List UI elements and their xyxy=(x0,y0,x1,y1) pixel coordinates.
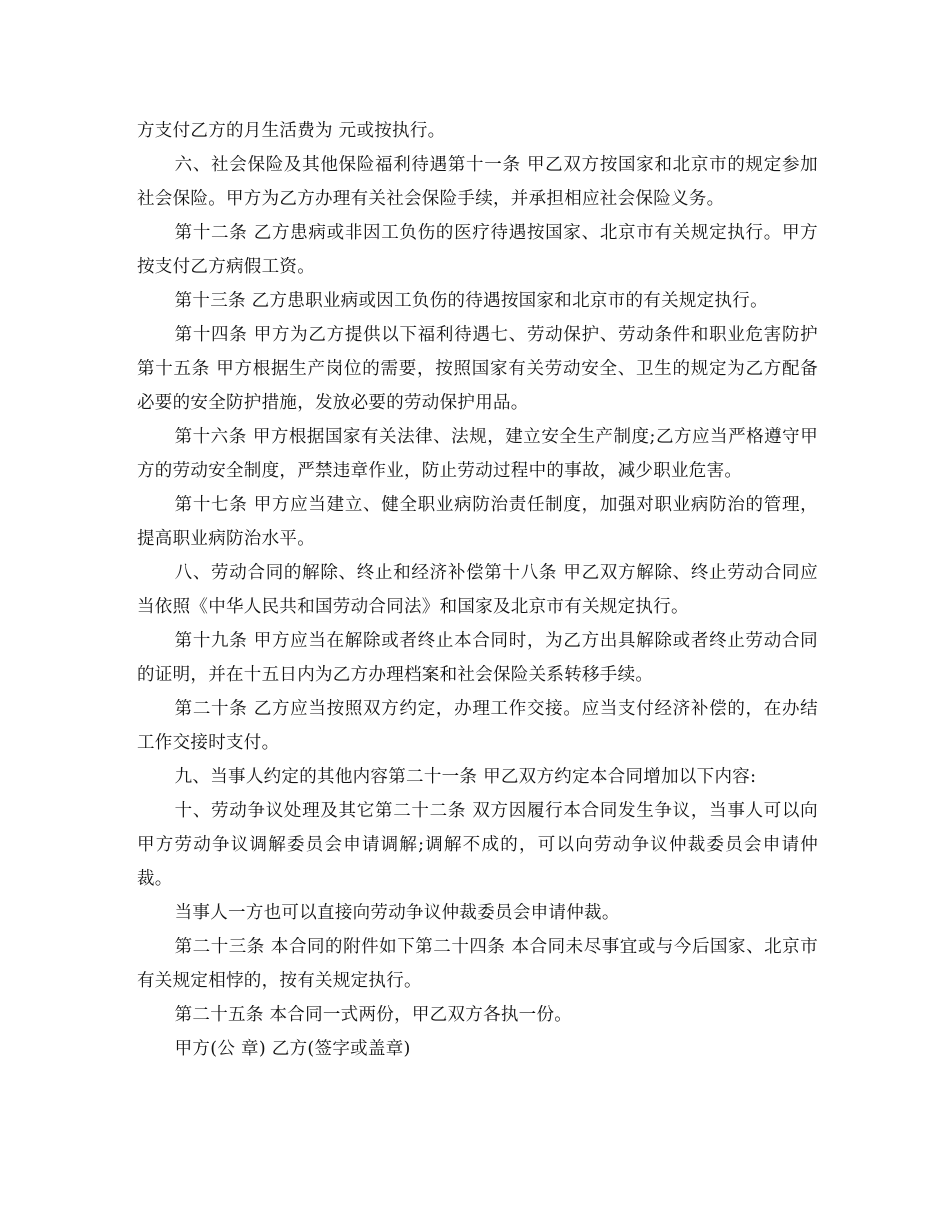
paragraph-10: 第二十条 乙方应当按照双方约定，办理工作交接。应当支付经济补偿的，在办结工作交接时支付。 xyxy=(137,699,818,753)
paragraph-15: 第二十五条 本合同一式两份，甲乙双方各执一份。 xyxy=(174,1005,573,1025)
paragraph-4: 第十三条 乙方患职业病或因工负伤的待遇按国家和北京市的有关规定执行。 xyxy=(174,291,768,311)
document-body xyxy=(137,114,818,1066)
paragraph-3: 第十二条 乙方患病或非因工负伤的医疗待遇按国家、北京市有关规定执行。甲方按支付乙方病假工资。 xyxy=(137,223,818,277)
paragraph-2: 六、社会保险及其他保险福利待遇第十一条 甲乙双方按国家和北京市的规定参加社会保险。甲方为乙方办理有关社会保险手续，并承担相应社会保险义务。 xyxy=(137,155,818,209)
signature-line: 甲方(公 章) 乙方(签字或盖章) xyxy=(174,1039,411,1059)
paragraph-11: 九、当事人约定的其他内容第二十一条 甲乙双方约定本合同增加以下内容: xyxy=(174,767,757,787)
paragraph-8: 八、劳动合同的解除、终止和经济补偿第十八条 甲乙双方解除、终止劳动合同应当依照《中华人民共和国劳动合同法》和国家及北京市有关规定执行。 xyxy=(137,563,818,617)
paragraph-9: 第十九条 甲方应当在解除或者终止本合同时，为乙方出具解除或者终止劳动合同的证明，并在十五日内为乙方办理档案和社会保险关系转移手续。 xyxy=(137,631,818,685)
paragraph-7: 第十七条 甲方应当建立、健全职业病防治责任制度，加强对职业病防治的管理，提高职业病防治水平。 xyxy=(137,495,818,549)
paragraph-6: 第十六条 甲方根据国家有关法律、法规，建立安全生产制度;乙方应当严格遵守甲方的劳动安全制度，严禁违章作业，防止劳动过程中的事故，减少职业危害。 xyxy=(137,427,818,481)
paragraph-1: 方支付乙方的月生活费为 元或按执行。 xyxy=(137,121,446,141)
paragraph-5: 第十四条 甲方为乙方提供以下福利待遇七、劳动保护、劳动条件和职业危害防护第十五条 甲方根据生产岗位的需要，按照国家有关劳动安全、卫生的规定为乙方配备必要的安全防护措施，发放必要的劳动保护用品。 xyxy=(137,325,818,413)
paragraph-14: 第二十三条 本合同的附件如下第二十四条 本合同未尽事宜或与今后国家、北京市有关规定相悖的，按有关规定执行。 xyxy=(137,937,818,991)
paragraph-13: 当事人一方也可以直接向劳动争议仲裁委员会申请仲裁。 xyxy=(174,903,620,923)
paragraph-12: 十、劳动争议处理及其它第二十二条 双方因履行本合同发生争议，当事人可以向甲方劳动争议调解委员会申请调解;调解不成的，可以向劳动争议仲裁委员会申请仲裁。 xyxy=(137,801,818,889)
